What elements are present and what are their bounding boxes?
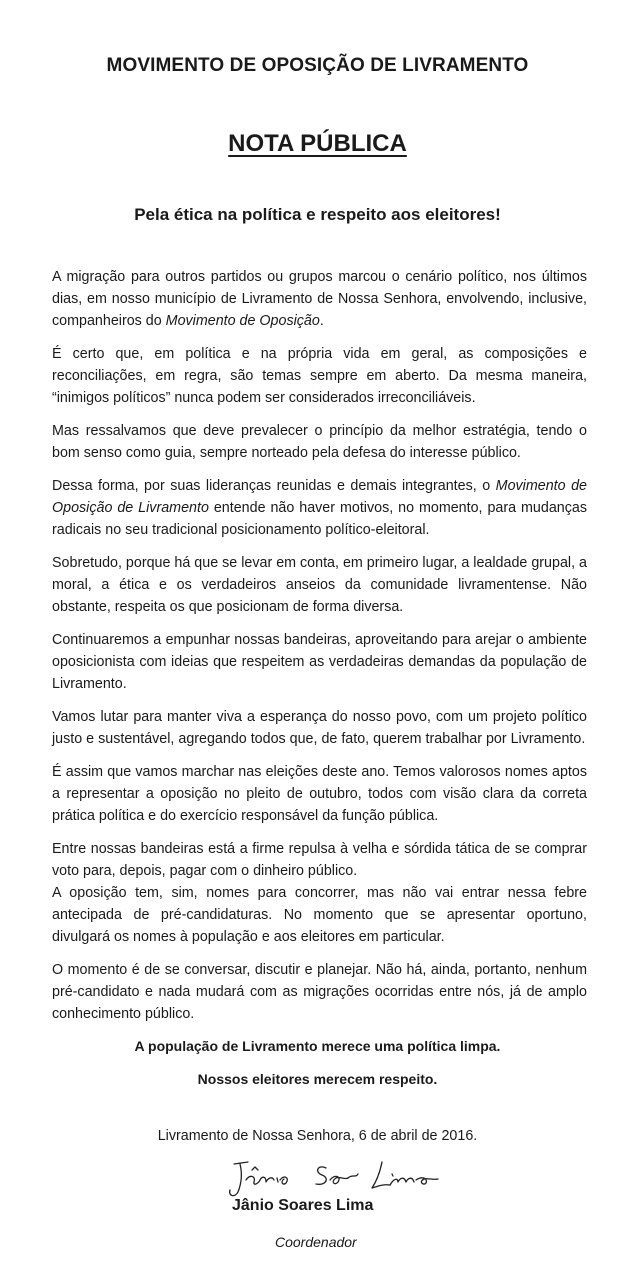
- organization-title: MOVIMENTO DE OPOSIÇÃO DE LIVRAMENTO: [106, 55, 529, 76]
- paragraph-11: O momento é de se conversar, discutir e planejar. Não há, ainda, portanto, nenhum pré-candidato e nada mudará com as migrações ocorridas entre nós, já de amplo conhecimento público.: [52, 962, 587, 1022]
- signer-role: Coordenador: [275, 1234, 357, 1250]
- paragraph-9: Entre nossas bandeiras está a firme repulsa à velha e sórdida tática de se comprar voto para, depois, pagar com o dinheiro público.: [52, 841, 587, 879]
- italic-movement-full-name: Movimento de Oposição de Livramento: [52, 478, 587, 516]
- paragraph-1: A migração para outros partidos ou grupos marcou o cenário político, nos últimos dias, em nosso município de Livramento de Nossa Senhora, envolvendo, inclusive, companheiros do Movimento de Oposição.: [52, 269, 587, 329]
- paragraph-5: Sobretudo, porque há que se levar em conta, em primeiro lugar, a lealdade grupal, a moral, a ética e os verdadeiros anseios da comunidade livramentense. Não obstante, respeita os que posicionam de forma diversa.: [52, 555, 587, 615]
- closing-statement-2: Nossos eleitores merecem respeito.: [197, 1071, 438, 1087]
- handwritten-signature: [222, 1150, 452, 1202]
- paragraph-4: Dessa forma, por suas lideranças reunidas e demais integrantes, o Movimento de Oposição de Livramento entende não haver motivos, no momento, para mudanças radicais no seu tradicional posicionamento político-eleitoral.: [52, 478, 587, 538]
- paragraph-3: Mas ressalvamos que deve prevalecer o princípio da melhor estratégia, tendo o bom senso como guia, sempre norteado pela defesa do interesse público.: [52, 423, 587, 461]
- paragraph-7: Vamos lutar para manter viva a esperança do nosso povo, com um projeto político justo e sustentável, agregando todos que, de fato, querem trabalhar por Livramento.: [52, 709, 587, 747]
- document-subtitle: Pela ética na política e respeito aos eleitores!: [134, 205, 501, 224]
- note-body: [52, 266, 587, 1036]
- document-title: [0, 130, 635, 158]
- paragraph-6: Continuaremos a empunhar nossas bandeiras, aproveitando para arejar o ambiente oposicionista com ideias que respeitem as verdadeiras demandas da população de Livramento.: [52, 632, 587, 692]
- document-title-text: NOTA PÚBLICA: [228, 130, 407, 157]
- paragraph-10: A oposição tem, sim, nomes para concorrer, mas não vai entrar nessa febre antecipada de pré-candidaturas. No momento que se apresentar oportuno, divulgará os nomes à população e aos eleitores em particular.: [52, 885, 587, 945]
- closing-statement-1: A população de Livramento merece uma política limpa.: [134, 1038, 501, 1054]
- place-and-date: Livramento de Nossa Senhora, 6 de abril de 2016.: [157, 1128, 478, 1144]
- italic-movement-name: Movimento de Oposição: [165, 313, 320, 329]
- paragraph-8: É assim que vamos marchar nas eleições deste ano. Temos valorosos nomes aptos a representar a oposição no pleito de outubro, todos com visão clara da correta prática política e do exercício responsável da função pública.: [52, 764, 587, 824]
- paragraph-2: É certo que, em política e na própria vida em geral, as composições e reconciliações, em regra, são temas sempre em aberto. Da mesma maneira, “inimigos políticos” nunca podem ser considerados irreconciliáveis.: [52, 346, 587, 406]
- signer-name: Jânio Soares Lima: [232, 1197, 374, 1214]
